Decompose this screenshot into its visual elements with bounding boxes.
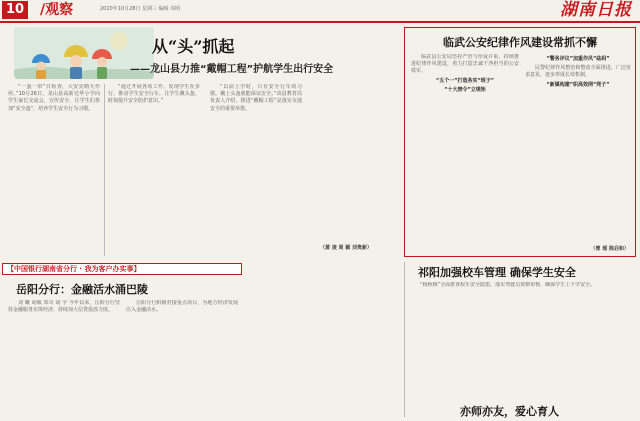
article3-text: “杨秋梅”全面排查校车安全隐患，落实驾驶员资格审核，确保学生上下学安全。: [420, 282, 596, 288]
main-article-text: “一盔一带”日检查，大安亮晴天作停。”10月26日，龙山县高新达华小学向学生家长交流会，宣传安全，让学生们参加“安全盔”，培养学生安全行为习惯。: [8, 84, 100, 112]
article2-headline: 岳阳分行：金融活水涌巴陵: [16, 283, 148, 296]
bank-banner: [2, 263, 242, 275]
section-name: /观察: [40, 2, 74, 18]
newspaper-logo: 湖南日报: [560, 0, 632, 20]
box-subhead: “十大禁令”立规矩: [444, 86, 486, 93]
main-headline: 从“头”抓起: [152, 37, 235, 56]
box-col2: [525, 54, 631, 244]
article2-col1: [8, 300, 120, 418]
main-article-col2: [108, 84, 200, 256]
box-subhead: “五个一”打造务实“班子”: [435, 77, 495, 84]
page-header: [0, 0, 640, 22]
article4-headline: 亦师亦友，爱心育人: [460, 405, 559, 418]
box-author: （曾 瑶 陈启和）: [590, 246, 629, 252]
main-article-col1: [8, 84, 100, 256]
box-headline: 临武公安纪律作风建设常抓不懈: [443, 36, 597, 49]
article3-headline: 祁阳加强校车管理 确保学生安全: [418, 266, 576, 279]
issue-meta: 2020年10月28日 星期三 编辑 周明: [100, 6, 181, 12]
main-article-author: （黄 凌 周 颖 刘贵新）: [320, 245, 372, 251]
box-text: 民警纪律作风整治和整改全面推进，广泛征求意见，逐步形成长效机制。: [525, 65, 631, 79]
box-col1: [411, 54, 519, 244]
article3-col: [410, 282, 636, 392]
main-article-text: “以前上学时，只有安全行车的习惯，戴上头盔就能保证安全。”该县教育局负责人介绍，推进“戴帽工程”是落实交通安全的重要举措。: [210, 84, 302, 112]
header-rule: [0, 21, 640, 23]
box-subhead: “警务评议”加重作风“砝码”: [546, 56, 610, 62]
banner-text: 【中国银行湖南省分行 · 我为客户办实事】: [7, 265, 141, 273]
box-text: 临武县公安局坚持严管与厚爱并重，持续推进纪律作风建设，着力打造忠诚干净担当的公安铁军。: [411, 54, 519, 75]
column-divider: [104, 84, 105, 256]
main-article-col3: [210, 84, 302, 256]
box-subhead: “新媒构建”织高效网“兜子”: [546, 81, 610, 88]
page-number: 10: [2, 1, 28, 19]
main-subheadline: ——龙山县力推“戴帽工程”护航学生出行安全: [130, 64, 334, 75]
featured-box: [404, 27, 636, 257]
article2-col2: [126, 300, 238, 418]
article2-text: 刘 曦 胡敏 邓奇 胡 宇 今年以来，岳阳分行坚持金融服务实体经济，持续加大信贷投放力度。: [8, 300, 120, 314]
article2-text: 岳阳分行积极对接重点项目，为地方经济发展注入金融活水。: [126, 300, 238, 314]
column-divider: [404, 262, 405, 417]
main-article-text: “通过开展各项工作，发现学生在步行，推动学生安全行车，让学生戴头盔，时刻提升安全防护意识。”: [108, 84, 200, 105]
